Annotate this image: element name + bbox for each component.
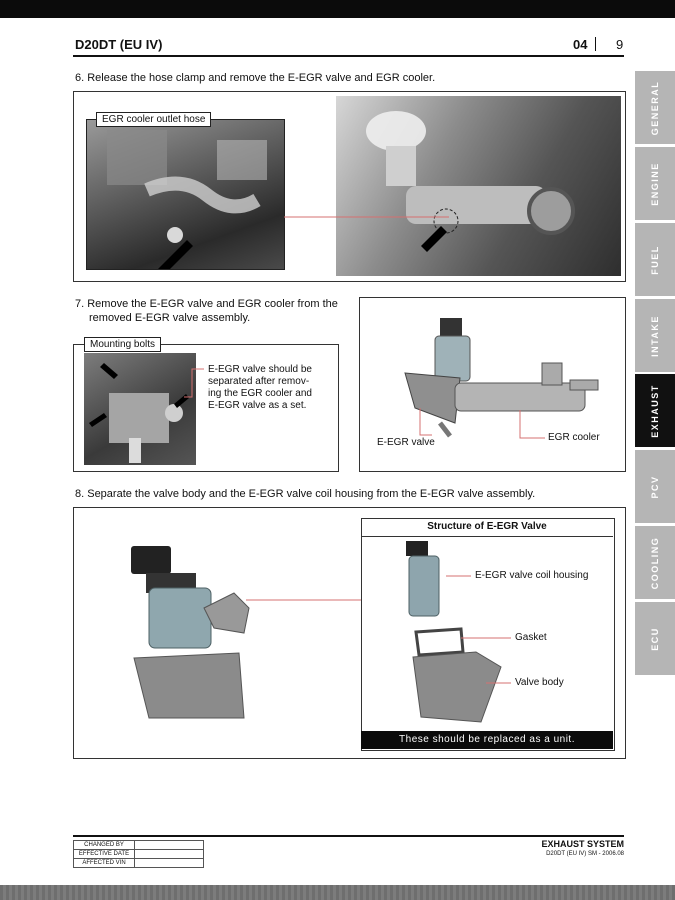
row-value: [135, 841, 204, 850]
leader-line: [74, 92, 625, 281]
structure-title: Structure of E-EGR Valve: [361, 518, 613, 537]
step-7-left-figure: [73, 339, 339, 472]
label-e-egr-valve: E-EGR valve: [377, 437, 435, 448]
tab-label: INTAKE: [650, 314, 660, 357]
label-egr-cooler: EGR cooler: [548, 432, 600, 443]
label-valve-body: Valve body: [515, 677, 564, 688]
note-line: separated after remov-: [208, 376, 310, 387]
tab-engine[interactable]: [635, 147, 675, 220]
step-6-figure: [73, 91, 626, 282]
tab-label: ECU: [650, 626, 660, 651]
chapter-number: 04: [573, 37, 588, 52]
footer-rule: [73, 835, 624, 837]
row-label: CHANGED BY: [74, 841, 135, 850]
manual-reference: D20DT (EU IV) SM - 2006.08: [546, 851, 624, 857]
row-value: [135, 850, 204, 859]
step-7-right-figure: [359, 297, 626, 472]
top-black-bar: [0, 0, 675, 18]
tab-exhaust[interactable]: [635, 374, 675, 447]
label-coil-housing: E-EGR valve coil housing: [475, 570, 589, 581]
row-label: EFFECTIVE DATE: [74, 850, 135, 859]
table-row: [74, 850, 204, 859]
note-line: E-EGR valve should be: [208, 364, 312, 375]
system-name: EXHAUST SYSTEM: [541, 839, 624, 849]
note-line: E-EGR valve as a set.: [208, 400, 307, 411]
page-number: 9: [616, 37, 624, 52]
row-label: AFFECTED VIN: [74, 859, 135, 868]
note-line: ing the EGR cooler and: [208, 388, 312, 399]
replace-as-unit-note: These should be replaced as a unit.: [361, 731, 613, 749]
tab-label: GENERAL: [650, 80, 660, 135]
tab-label: PCV: [650, 474, 660, 499]
tab-ecu[interactable]: [635, 602, 675, 675]
table-row: [74, 859, 204, 868]
bottom-bar: [0, 885, 675, 900]
tab-label: FUEL: [650, 244, 660, 275]
step-8-text: 8. Separate the valve body and the E-EGR valve coil housing from the E-EGR valve assembly.: [75, 488, 536, 500]
document-title: D20DT (EU IV): [75, 37, 163, 52]
row-value: [135, 859, 204, 868]
tab-label: EXHAUST: [650, 383, 660, 438]
header-rule: [73, 55, 624, 57]
tab-cooling[interactable]: [635, 526, 675, 599]
step-6-text: 6. Release the hose clamp and remove the E-EGR valve and EGR cooler.: [75, 72, 436, 84]
note-leader-line: [74, 345, 338, 471]
tab-intake[interactable]: [635, 299, 675, 372]
step-7-line-1: 7. Remove the E-EGR valve and EGR cooler from the: [75, 298, 338, 310]
tab-general[interactable]: [635, 71, 675, 144]
revision-table: [73, 840, 204, 868]
callout-mounting-bolts: Mounting bolts: [84, 337, 161, 352]
callout-egr-cooler-outlet-hose: EGR cooler outlet hose: [96, 112, 211, 127]
structure-illustration: [361, 537, 613, 731]
tab-fuel[interactable]: [635, 223, 675, 296]
label-gasket: Gasket: [515, 632, 547, 643]
step-7-line-2: removed E-EGR valve assembly.: [89, 312, 251, 324]
tab-pcv[interactable]: [635, 450, 675, 523]
table-row: [74, 841, 204, 850]
tab-label: COOLING: [650, 536, 660, 589]
tab-label: ENGINE: [650, 161, 660, 206]
header-separator: [595, 37, 596, 51]
